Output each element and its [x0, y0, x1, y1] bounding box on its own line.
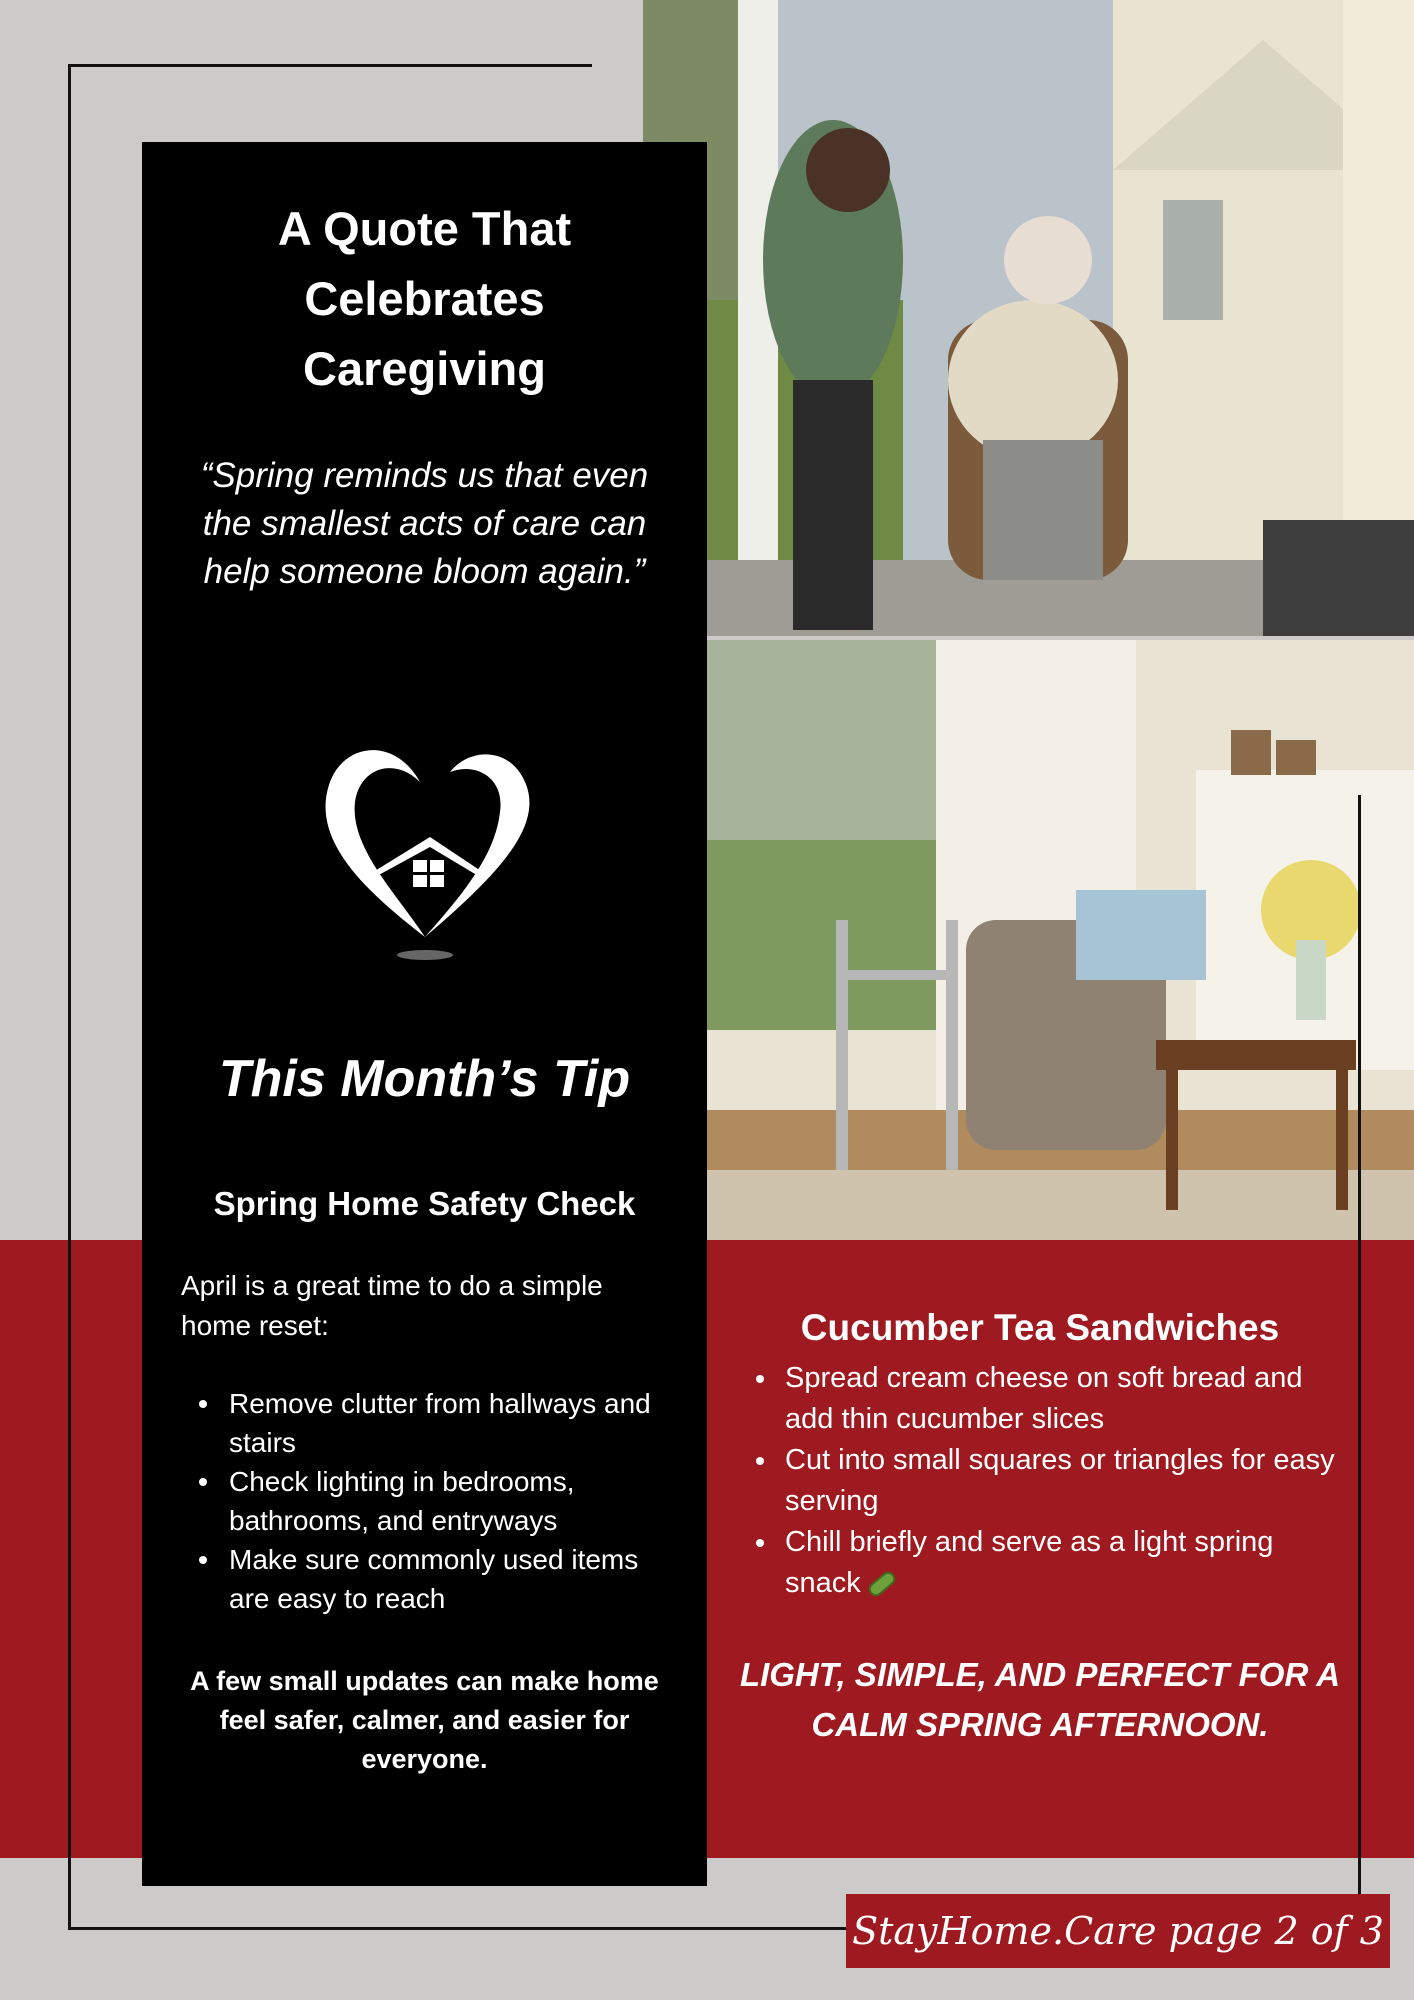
footer-page-label: StayHome.Care page 2 of 3 [846, 1894, 1390, 1968]
quote-and-tip-panel [142, 142, 707, 1886]
recipe-steps [750, 1358, 1350, 1604]
list-item [750, 1358, 1350, 1440]
tip-heading: This Month’s Tip [218, 1050, 631, 1108]
caregiving-quote: “Spring reminds us that even the smallest acts of care can help someone bloom again.” [200, 456, 649, 591]
recipe-step-text: Chill briefly and serve as a light spring snack [785, 1526, 1274, 1599]
frame-line-top [68, 64, 592, 67]
heart-home-logo-icon [300, 727, 550, 967]
list-item: Remove clutter from hallways and stairs [181, 1384, 681, 1462]
list-item [750, 1440, 1350, 1522]
recipe-step-text: Cut into small squares or triangles for easy serving [785, 1444, 1335, 1517]
living-room-walker-photo [706, 640, 1414, 1240]
recipe-step-text: Spread cream cheese on soft bread and add thin cucumber slices [785, 1362, 1303, 1435]
list-item [750, 1522, 1350, 1604]
tip-checklist [181, 1384, 681, 1618]
tip-closing: A few small updates can make home feel safer, calmer, and easier for everyone. [190, 1666, 659, 1774]
frame-line-left [68, 64, 71, 1930]
recipe-tagline: LIGHT, SIMPLE, AND PERFECT FOR A CALM SPRING AFTERNOON. [739, 1656, 1341, 1743]
porch-caregiver-photo [643, 0, 1414, 636]
tip-subheading: Spring Home Safety Check [213, 1185, 636, 1222]
list-item: Check lighting in bedrooms, bathrooms, and entryways [181, 1462, 681, 1540]
cucumber-icon [866, 1569, 898, 1599]
tip-intro: April is a great time to do a simple home reset: [181, 1270, 603, 1341]
list-item: Make sure commonly used items are easy to reach [181, 1540, 681, 1618]
recipe-title: Cucumber Tea Sandwiches [800, 1307, 1280, 1348]
quote-heading: A Quote That Celebrates Caregiving [277, 202, 572, 395]
